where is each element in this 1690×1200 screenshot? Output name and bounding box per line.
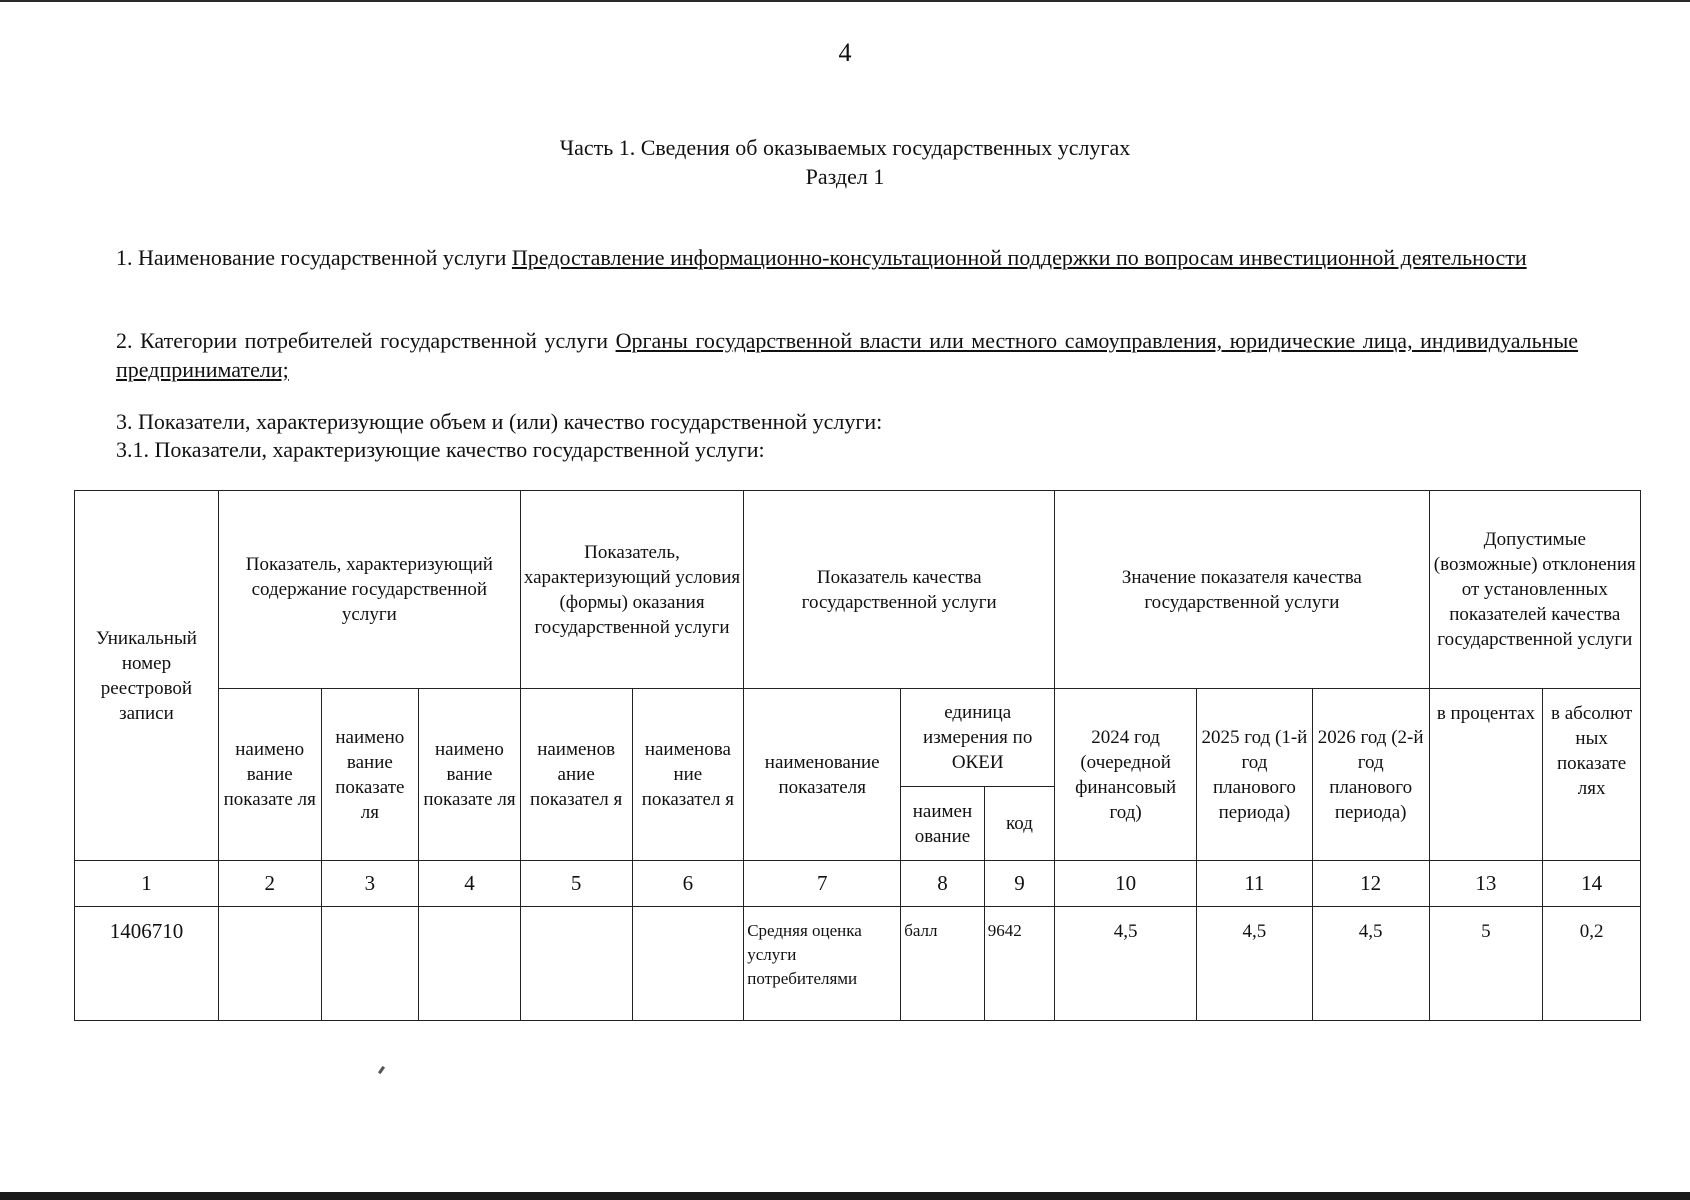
section-title [0,133,1690,191]
indicators-heading: 3. Показатели, характеризующие объем и (или) качество государственной услуги: [116,409,883,434]
scan-edge-bottom [0,1192,1690,1200]
header-indicator-name-4: наимено вание показате ля [419,689,521,861]
cell-indicator-name: Средняя оценка услуги потребителями [744,907,901,1021]
header-quality-value: Значение показателя качества государственной услуги [1055,491,1429,689]
consumer-categories-value: Органы государственной власти или местного самоуправления, юридические лица, индивидуальные предприниматели; [116,328,1578,382]
cell-content-indicator-2 [321,907,419,1021]
page-number: 4 [838,38,852,67]
consumer-categories-paragraph [116,326,1578,384]
column-number: 4 [419,861,521,907]
header-year-2024: 2024 год (очередной финансовый год) [1055,689,1197,861]
column-number: 5 [520,861,632,907]
quality-indicators-table [74,490,1641,1021]
header-unit-okei: единица измерения по ОКЕИ [901,689,1055,787]
header-unique-number: Уникальный номер реестровой записи [75,491,219,861]
column-number: 8 [901,861,985,907]
cell-conditions-indicator-2 [632,907,744,1021]
column-number: 3 [321,861,419,907]
column-number: 14 [1543,861,1641,907]
column-number: 10 [1055,861,1197,907]
column-numbers-row [75,861,1641,907]
cell-conditions-indicator-1 [520,907,632,1021]
consumer-categories-label: 2. Категории потребителей государственной услуги [116,328,616,353]
column-number: 7 [744,861,901,907]
cell-value-2025: 4,5 [1197,907,1313,1021]
header-row-1 [75,491,1641,689]
cell-content-indicator-3 [419,907,521,1021]
cell-value-2026: 4,5 [1312,907,1429,1021]
cell-value-2024: 4,5 [1055,907,1197,1021]
header-unit-name: наимен ование [901,787,985,861]
cell-deviation-percent: 5 [1429,907,1543,1021]
quality-indicators-heading: 3.1. Показатели, характеризующие качество государственной услуги: [116,437,765,462]
section-heading: Раздел 1 [805,164,885,189]
header-indicator-name-5: наименов ание показател я [520,689,632,861]
column-number: 11 [1197,861,1313,907]
column-number: 12 [1312,861,1429,907]
cell-unit-code: 9642 [984,907,1054,1021]
service-name-label: 1. Наименование государственной услуги [116,245,512,270]
header-row-2 [75,689,1641,787]
part-heading: Часть 1. Сведения об оказываемых государственных услугах [559,135,1131,160]
header-in-absolute: в абсолют ных показате лях [1543,689,1641,861]
header-indicator-name-2: наимено вание показате ля [218,689,321,861]
column-number: 2 [218,861,321,907]
header-year-2025: 2025 год (1-й год планового периода) [1197,689,1313,861]
column-number: 6 [632,861,744,907]
header-year-2026: 2026 год (2-й год планового периода) [1312,689,1429,861]
scan-speck [378,1066,385,1074]
scan-edge-top [0,0,1690,2]
header-indicator-name-3: наимено вание показате ля [321,689,419,861]
cell-unique-number: 1406710 [75,907,219,1021]
table-row [75,907,1641,1021]
cell-content-indicator-1 [218,907,321,1021]
header-in-percent: в процентах [1429,689,1543,861]
column-number: 13 [1429,861,1543,907]
header-indicator-name-7: наименование показателя [744,689,901,861]
cell-unit-name: балл [901,907,985,1021]
column-number: 1 [75,861,219,907]
service-name-value: Предоставление информационно-консультационной поддержки по вопросам инвестиционной деятельности [511,245,1527,270]
cell-deviation-absolute: 0,2 [1543,907,1641,1021]
header-quality-indicator: Показатель качества государственной услуги [744,491,1055,689]
service-name-paragraph [116,243,1578,272]
header-deviations: Допустимые (возможные) отклонения от установленных показателей качества государственной услуги [1429,491,1640,689]
column-number: 9 [984,861,1054,907]
header-indicator-name-6: наименова ние показател я [632,689,744,861]
header-conditions-indicator: Показатель, характеризующий условия (формы) оказания государственной услуги [520,491,743,689]
header-unit-code: код [984,787,1054,861]
header-content-indicator: Показатель, характеризующий содержание государственной услуги [218,491,520,689]
